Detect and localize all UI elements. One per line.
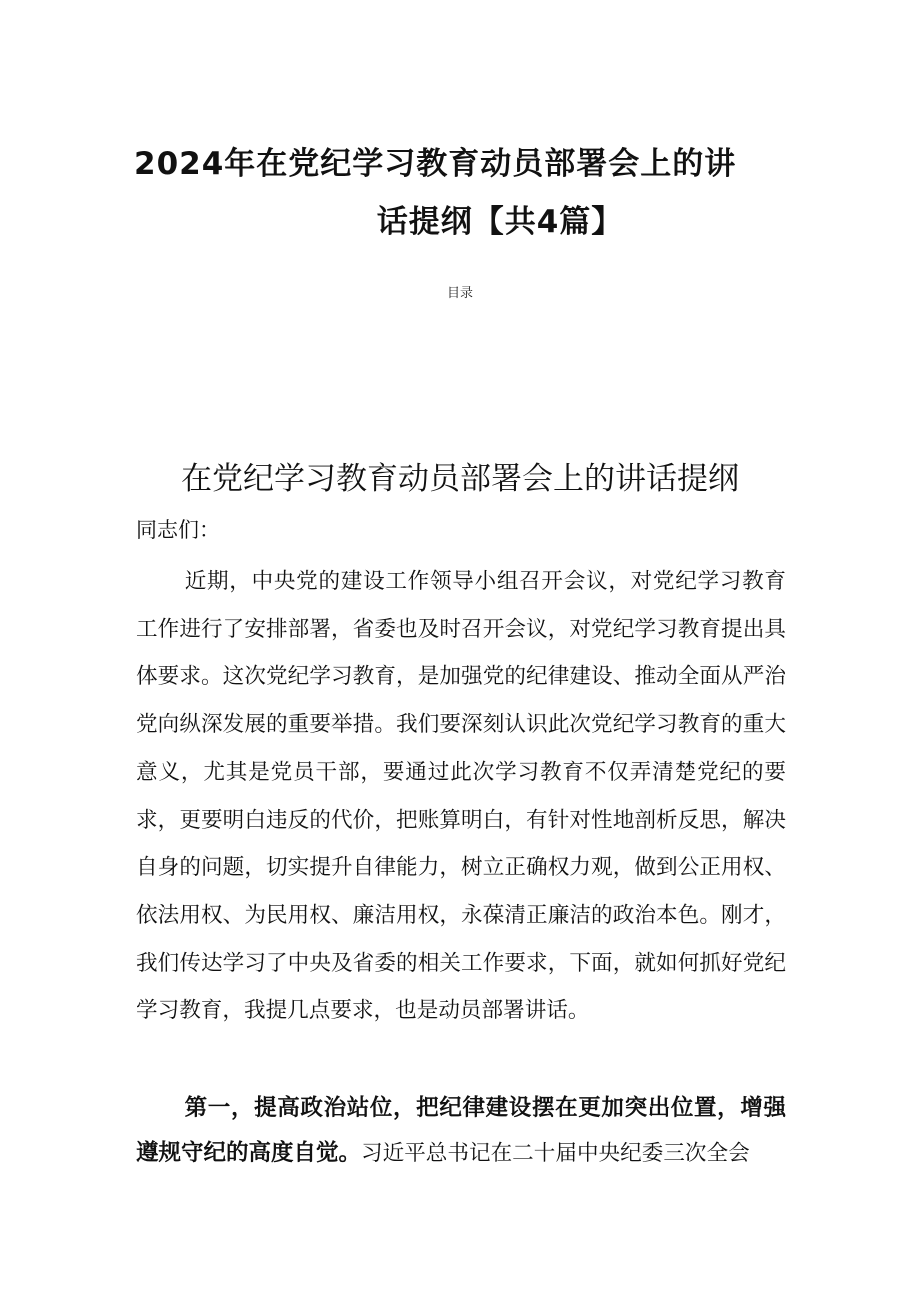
document-title-line-1: 2024年在党纪学习教育动员部署会上的讲: [134, 146, 737, 182]
paragraph-2-lead: 第一，提高政治站位，把纪律建设摆在更加突出位置，增强遵规守纪的高度自觉。: [136, 1095, 786, 1166]
body-paragraph-1: [136, 558, 786, 1035]
document-title-line-2: 话提纲【共4篇】: [376, 204, 624, 240]
paragraph-2-text: 习近平总书记在二十届中央纪委三次全会: [361, 1141, 750, 1166]
paragraph-1-text: 近期，中央党的建设工作领导小组召开会议，对党纪学习教育工作进行了安排部署，省委也及时召开会议，对党纪学习教育提出具体要求。这次党纪学习教育，是加强党的纪律建设、推动全面从严治党向纵深发展的重要举措。我们要深刻认识此次党纪学习教育的重大意义，尤其是党员干部，要通过此次学习教育不仅弄清楚党纪的要求，更要明白违反的代价，把账算明白，有针对性地剖析反思，解决自身的问题，切实提升自律能力，树立正确权力观，做到公正用权、依法用权、为民用权、廉洁用权，永葆清正廉洁的政治本色。刚才，我们传达学习了中央及省委的相关工作要求，下面，就如何抓好党纪学习教育，我提几点要求，也是动员部署讲话。: [136, 569, 786, 1024]
table-of-contents-label: 目录: [446, 286, 473, 301]
salutation: 同志们：: [136, 518, 220, 542]
body-paragraph-2: [136, 1086, 786, 1176]
section-title: 在党纪学习教育动员部署会上的讲话提纲: [181, 461, 739, 497]
